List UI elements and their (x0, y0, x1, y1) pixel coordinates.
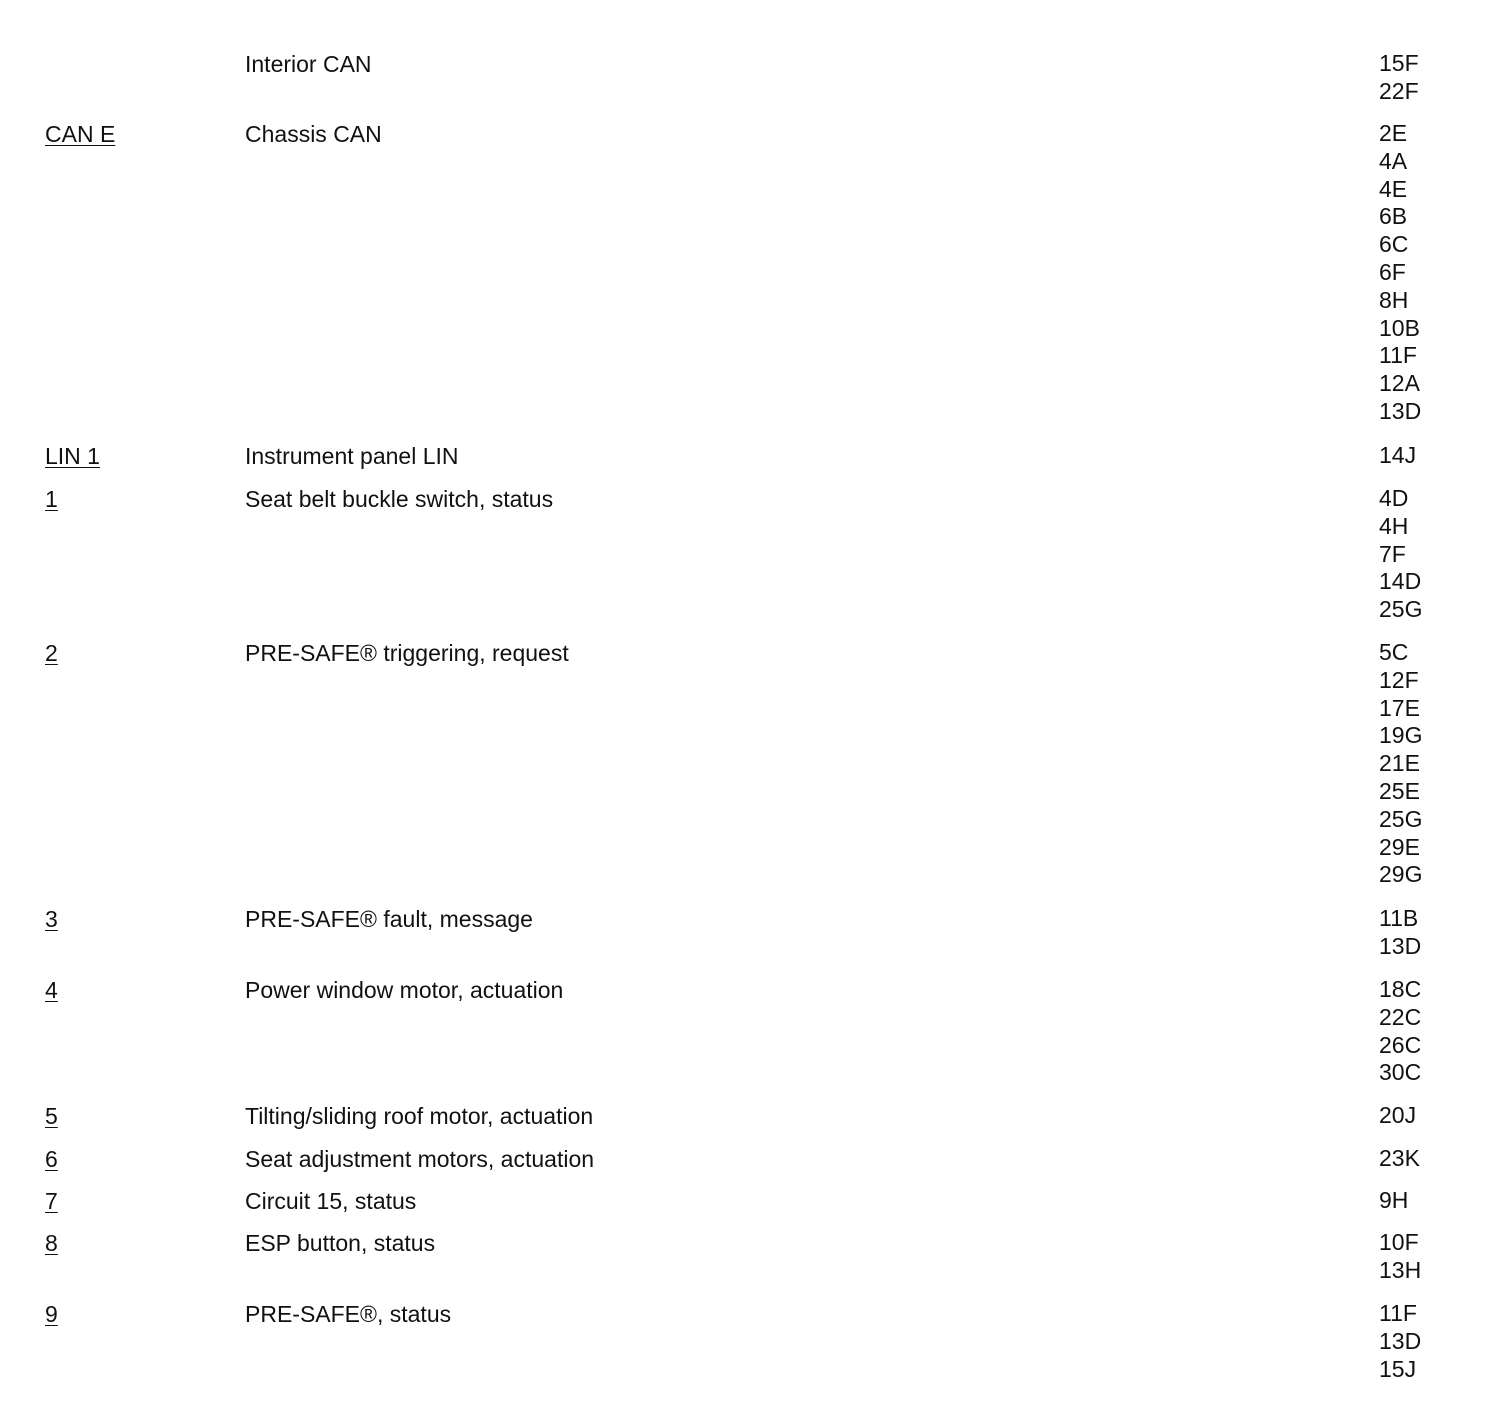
legend-description: ESP button, status (245, 1230, 436, 1256)
legend-code: 8 (45, 1230, 58, 1256)
legend-description: Seat adjustment motors, actuation (245, 1146, 595, 1172)
grid-reference: 2E (1379, 120, 1408, 146)
grid-reference: 6C (1379, 231, 1409, 258)
grid-reference: 17E (1379, 694, 1420, 721)
legend-code: 5 (45, 1103, 58, 1129)
legend-description: PRE-SAFE® triggering, request (245, 640, 569, 666)
grid-reference: 15F (1379, 50, 1419, 76)
grid-reference: 22F (1379, 77, 1419, 104)
grid-reference: 7F (1379, 540, 1406, 567)
legend-code: 9 (45, 1301, 58, 1327)
grid-reference: 6B (1379, 203, 1408, 230)
grid-reference: 29G (1379, 861, 1423, 888)
legend-code: 6 (45, 1146, 58, 1172)
legend-code: 1 (45, 486, 58, 512)
grid-reference: 12F (1379, 666, 1419, 693)
grid-reference: 26C (1379, 1031, 1422, 1058)
grid-reference: 4A (1379, 147, 1408, 174)
legend-description: Chassis CAN (245, 121, 382, 147)
grid-reference: 25E (1379, 777, 1420, 804)
grid-reference: 11F (1379, 342, 1417, 369)
legend-description: Tilting/sliding roof motor, actuation (245, 1103, 594, 1129)
grid-reference: 13H (1379, 1256, 1422, 1283)
grid-reference: 14D (1379, 568, 1422, 595)
grid-reference: 4H (1379, 512, 1409, 539)
legend-description: Interior CAN (245, 51, 372, 77)
grid-reference: 13D (1379, 397, 1422, 424)
grid-reference: 25G (1379, 805, 1423, 832)
grid-reference: 4D (1379, 485, 1409, 511)
legend-grid-references (1379, 976, 1421, 1087)
legend-code: 3 (45, 906, 58, 932)
legend-code: LIN 1 (45, 443, 100, 469)
grid-reference: 25G (1379, 596, 1423, 623)
legend-description: Instrument panel LIN (245, 443, 459, 469)
grid-reference: 20J (1379, 1102, 1417, 1128)
legend-grid-references (1379, 1145, 1420, 1173)
grid-reference: 10B (1379, 314, 1420, 341)
legend-description: PRE-SAFE®, status (245, 1301, 452, 1327)
legend-description: Circuit 15, status (245, 1188, 417, 1214)
legend-code: 2 (45, 640, 58, 666)
grid-reference: 4E (1379, 175, 1408, 202)
grid-reference: 21E (1379, 750, 1420, 777)
grid-reference: 18C (1379, 976, 1422, 1002)
grid-reference: 14J (1379, 442, 1417, 468)
legend-description: Power window motor, actuation (245, 977, 564, 1003)
grid-reference: 11B (1379, 905, 1419, 931)
legend-grid-references (1379, 1187, 1408, 1215)
legend-grid-references (1379, 485, 1422, 624)
legend-description: Seat belt buckle switch, status (245, 486, 554, 512)
grid-reference: 13D (1379, 932, 1422, 959)
grid-reference: 19G (1379, 722, 1423, 749)
grid-reference: 6F (1379, 258, 1406, 285)
grid-reference: 8H (1379, 286, 1409, 313)
legend-grid-references (1379, 50, 1419, 106)
grid-reference: 9H (1379, 1187, 1409, 1213)
legend-code: 4 (45, 977, 58, 1003)
legend-grid-references (1379, 120, 1421, 426)
grid-reference: 29E (1379, 833, 1420, 860)
legend-grid-references (1379, 639, 1422, 889)
grid-reference: 22C (1379, 1003, 1422, 1030)
grid-reference: 10F (1379, 1229, 1419, 1255)
legend-grid-references (1379, 905, 1421, 961)
grid-reference: 5C (1379, 639, 1409, 665)
grid-reference: 15J (1379, 1355, 1417, 1382)
legend-grid-references (1379, 1102, 1416, 1130)
legend-code: CAN E (45, 121, 116, 147)
grid-reference: 30C (1379, 1059, 1422, 1086)
legend-code: 7 (45, 1188, 58, 1214)
grid-reference: 13D (1379, 1327, 1422, 1354)
legend-grid-references (1379, 1229, 1421, 1285)
legend-description: PRE-SAFE® fault, message (245, 906, 533, 932)
grid-reference: 12A (1379, 370, 1420, 397)
grid-reference: 23K (1379, 1145, 1420, 1171)
legend-grid-references (1379, 442, 1416, 470)
grid-reference: 11F (1379, 1300, 1417, 1326)
legend-grid-references (1379, 1300, 1421, 1383)
